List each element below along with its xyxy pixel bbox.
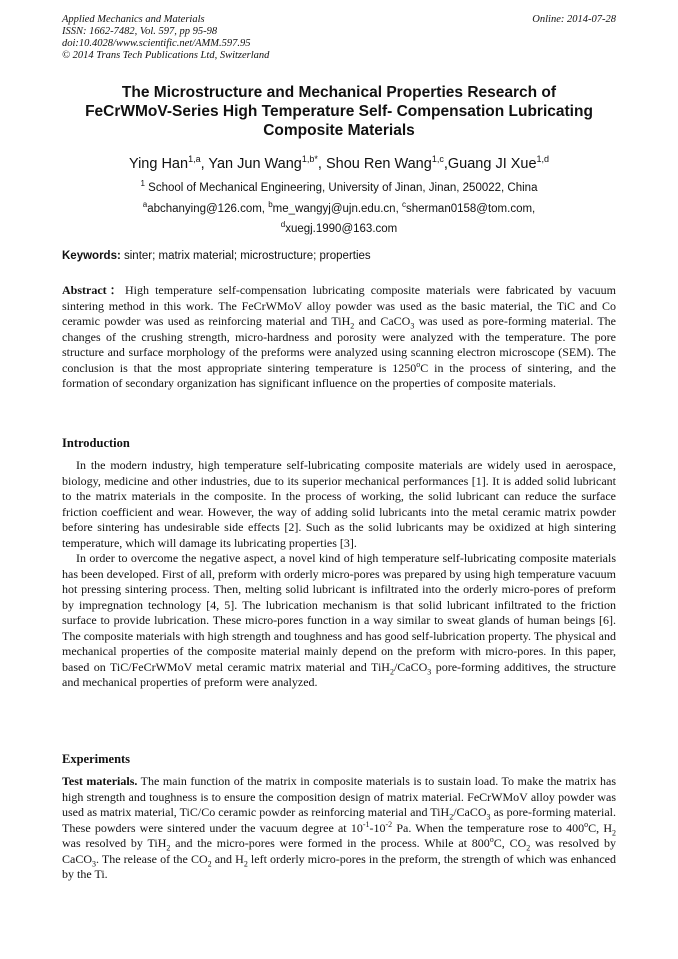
introduction-heading: Introduction	[62, 436, 130, 450]
keywords-label: Keywords:	[62, 250, 121, 262]
abstract-sub: 2	[350, 321, 355, 331]
exp-sub: 3	[486, 812, 491, 822]
exp-text: left orderly micro-pores in the preform, the strength of which was enhanced by the Ti.	[62, 851, 616, 881]
author-4: Guang JI Xue	[447, 155, 537, 172]
abstract-text: C in the process of sintering, and the formation of secondary organization has significant influence on the properties of composite materials.	[62, 360, 616, 390]
exp-sup: o	[489, 835, 494, 844]
abstract-label: Abstract：	[62, 283, 125, 297]
experiments-body	[62, 774, 616, 883]
title-line-3: Composite Materials	[263, 122, 415, 139]
author-1: Ying Han	[128, 155, 189, 172]
email-b-sup: b	[268, 200, 273, 209]
abstract-sup: o	[416, 359, 421, 369]
journal-metadata	[62, 14, 616, 62]
exp-sub: 2	[166, 843, 171, 853]
intro-text: pore-forming additives, the structure and mechanical properties of preform were analyzed.	[62, 659, 616, 689]
exp-text: as pore-forming material. These powders were sintered under the vacuum degree at 10	[62, 805, 616, 835]
exp-sub: 2	[243, 858, 248, 868]
email-b: me_wangyj@ujn.edu.cn,	[272, 202, 399, 215]
exp-text: and H	[211, 851, 244, 866]
issn-line: ISSN: 1662-7482, Vol. 597, pp 95-98	[62, 26, 218, 37]
author-2: Yan Jun Wang	[208, 155, 302, 172]
online-date: Online: 2014-07-28	[532, 14, 616, 25]
keywords	[62, 249, 616, 263]
abstract-sub: 3	[410, 321, 415, 331]
exp-text: C, H	[588, 820, 613, 835]
author-emails	[62, 197, 616, 237]
exp-sub: 2	[207, 858, 212, 868]
exp-text: C, CO	[493, 836, 527, 850]
email-d: xuegj.1990@163.com	[285, 222, 398, 235]
copyright-line: © 2014 Trans Tech Publications Ltd, Switzerland	[62, 50, 270, 61]
abstract	[62, 283, 616, 392]
affiliation	[62, 177, 616, 195]
intro-sub: 3	[427, 666, 432, 676]
exp-sup: -2	[385, 819, 393, 829]
title-line-2: FeCrWMoV-Series High Temperature Self- Compensation Lubricating	[85, 103, 593, 120]
intro-paragraph-1: In the modern industry, high temperature self-lubricating composite materials are widely used in aerospace, biology, medicine and other industries, due to its superior mechanical performances [1]. It is added solid lubricant to the matrix materials in the composite. In the process of working, the solid lubricant can reduce the surface friction coefficient and wear. However, the way of adding solid lubricants into the metal ceramic matrix powder before sintering has undesirable side effects [2]. Such as the solid lubricants may be oxidized at high sintering temperature, which will damage its lubricating properties [3].	[62, 458, 616, 550]
exp-text: Pa. When the temperature rose to 400	[392, 820, 585, 835]
experiments-heading: Experiments	[62, 752, 131, 766]
affiliation-text: School of Mechanical Engineering, University of Jinan, Jinan, 250022, China	[148, 181, 538, 194]
journal-name: Applied Mechanics and Materials	[62, 14, 205, 25]
intro-sub: 2	[389, 666, 394, 676]
experiments-paragraph-1	[62, 774, 616, 883]
author-list: Ying Han$^{1,a}$, Yan Jun Wang$^{1,b*}$, Shou Ren Wang$^{1,c}$,Guang JI Xue$^{1,d}$	[128, 154, 550, 172]
email-c: sherman0158@tom.com,	[405, 202, 536, 215]
exp-text: /CaCO	[453, 805, 487, 819]
exp-sup: o	[584, 819, 589, 829]
email-a-sup: a	[142, 200, 148, 209]
test-materials-label: Test materials.	[62, 774, 138, 788]
intro-paragraph-2	[62, 551, 616, 691]
email-a: abchanying@126.com,	[147, 202, 265, 215]
author-3-sup: 1,c	[431, 154, 444, 164]
exp-text: . The release of the CO	[96, 851, 208, 866]
exp-text: was resolved by CaCO	[62, 836, 616, 866]
intro-text: In order to overcome the negative aspect, a novel kind of high temperature self-lubricating composite materials has been developed. First of all, preform with orderly micro-pores was prepared by using high temperature vacuum hot pressing sintering process. Then, melting solid lubricant is infiltrated into the orderly micro-pores of preform by impregnation technology [4, 5]. The lubrication mechanism is that solid lubricant infiltrated to the friction surface to provide lubrication. These micro-pores function in a way similar to sweat glands of human beings [6]. The composite materials with high strength and toughness and has good self-lubrication property. The physical and mechanical properties of the composite material mainly depend on the preform with micro-pores. In this paper, based on TiC/FeCrWMoV metal ceramic matrix material and TiH	[62, 551, 616, 674]
abstract-text: and CaCO	[354, 314, 411, 328]
exp-text: was resolved by TiH	[62, 836, 167, 850]
exp-sub: 3	[92, 858, 96, 868]
title-line-1: The Microstructure and Mechanical Properties Research of	[121, 84, 557, 101]
email-c-sup: c	[401, 200, 406, 209]
author-1-sup: 1,a	[188, 154, 201, 164]
keywords-text: sinter; matrix material; microstructure; properties	[124, 250, 371, 262]
introduction-body	[62, 458, 616, 691]
author-4-sup: 1,d	[536, 154, 550, 164]
exp-text: -10	[369, 820, 386, 835]
exp-sup: -1	[362, 819, 370, 829]
intro-text: /CaCO	[393, 659, 428, 674]
author-2-sup: 1,b*	[301, 154, 318, 164]
abstract-text: High temperature self-compensation lubricating composite materials were fabricated by vacuum sintering method in this work. The FeCrWMoV alloy powder was used as the basic material, the TiC and Co ceramic powder was used as reinforcing material and TiH	[62, 283, 617, 328]
paper-title	[62, 83, 616, 140]
abstract-text: was used as pore-forming material. The changes of the crushing strength, micro-hardness and porosity were analyzed with the temperature. The pore structure and surface morphology of the preforms were analyzed using scanning electron microscope (SEM). The conclusion is that the most appropriate sintering temperature is 1250	[62, 314, 617, 375]
affiliation-sup: 1	[140, 179, 145, 188]
author-3: Shou Ren Wang	[325, 155, 432, 172]
exp-sub: 2	[612, 827, 617, 837]
email-d-sup: d	[280, 219, 286, 229]
exp-sub: 2	[526, 843, 531, 853]
exp-text: and the micro-pores were formed in the process. While at 800	[170, 836, 490, 850]
doi-line: doi:10.4028/www.scientific.net/AMM.597.95	[62, 38, 251, 49]
exp-text: The main function of the matrix in composite materials is to sustain load. To make the matrix has high strength and toughness is to ensure the composition design of matrix material. FeCrWMoV alloy powder was used as matrix material, TiC/Co ceramic powder as reinforcing material and TiH	[62, 774, 616, 819]
exp-sub: 2	[449, 812, 454, 822]
